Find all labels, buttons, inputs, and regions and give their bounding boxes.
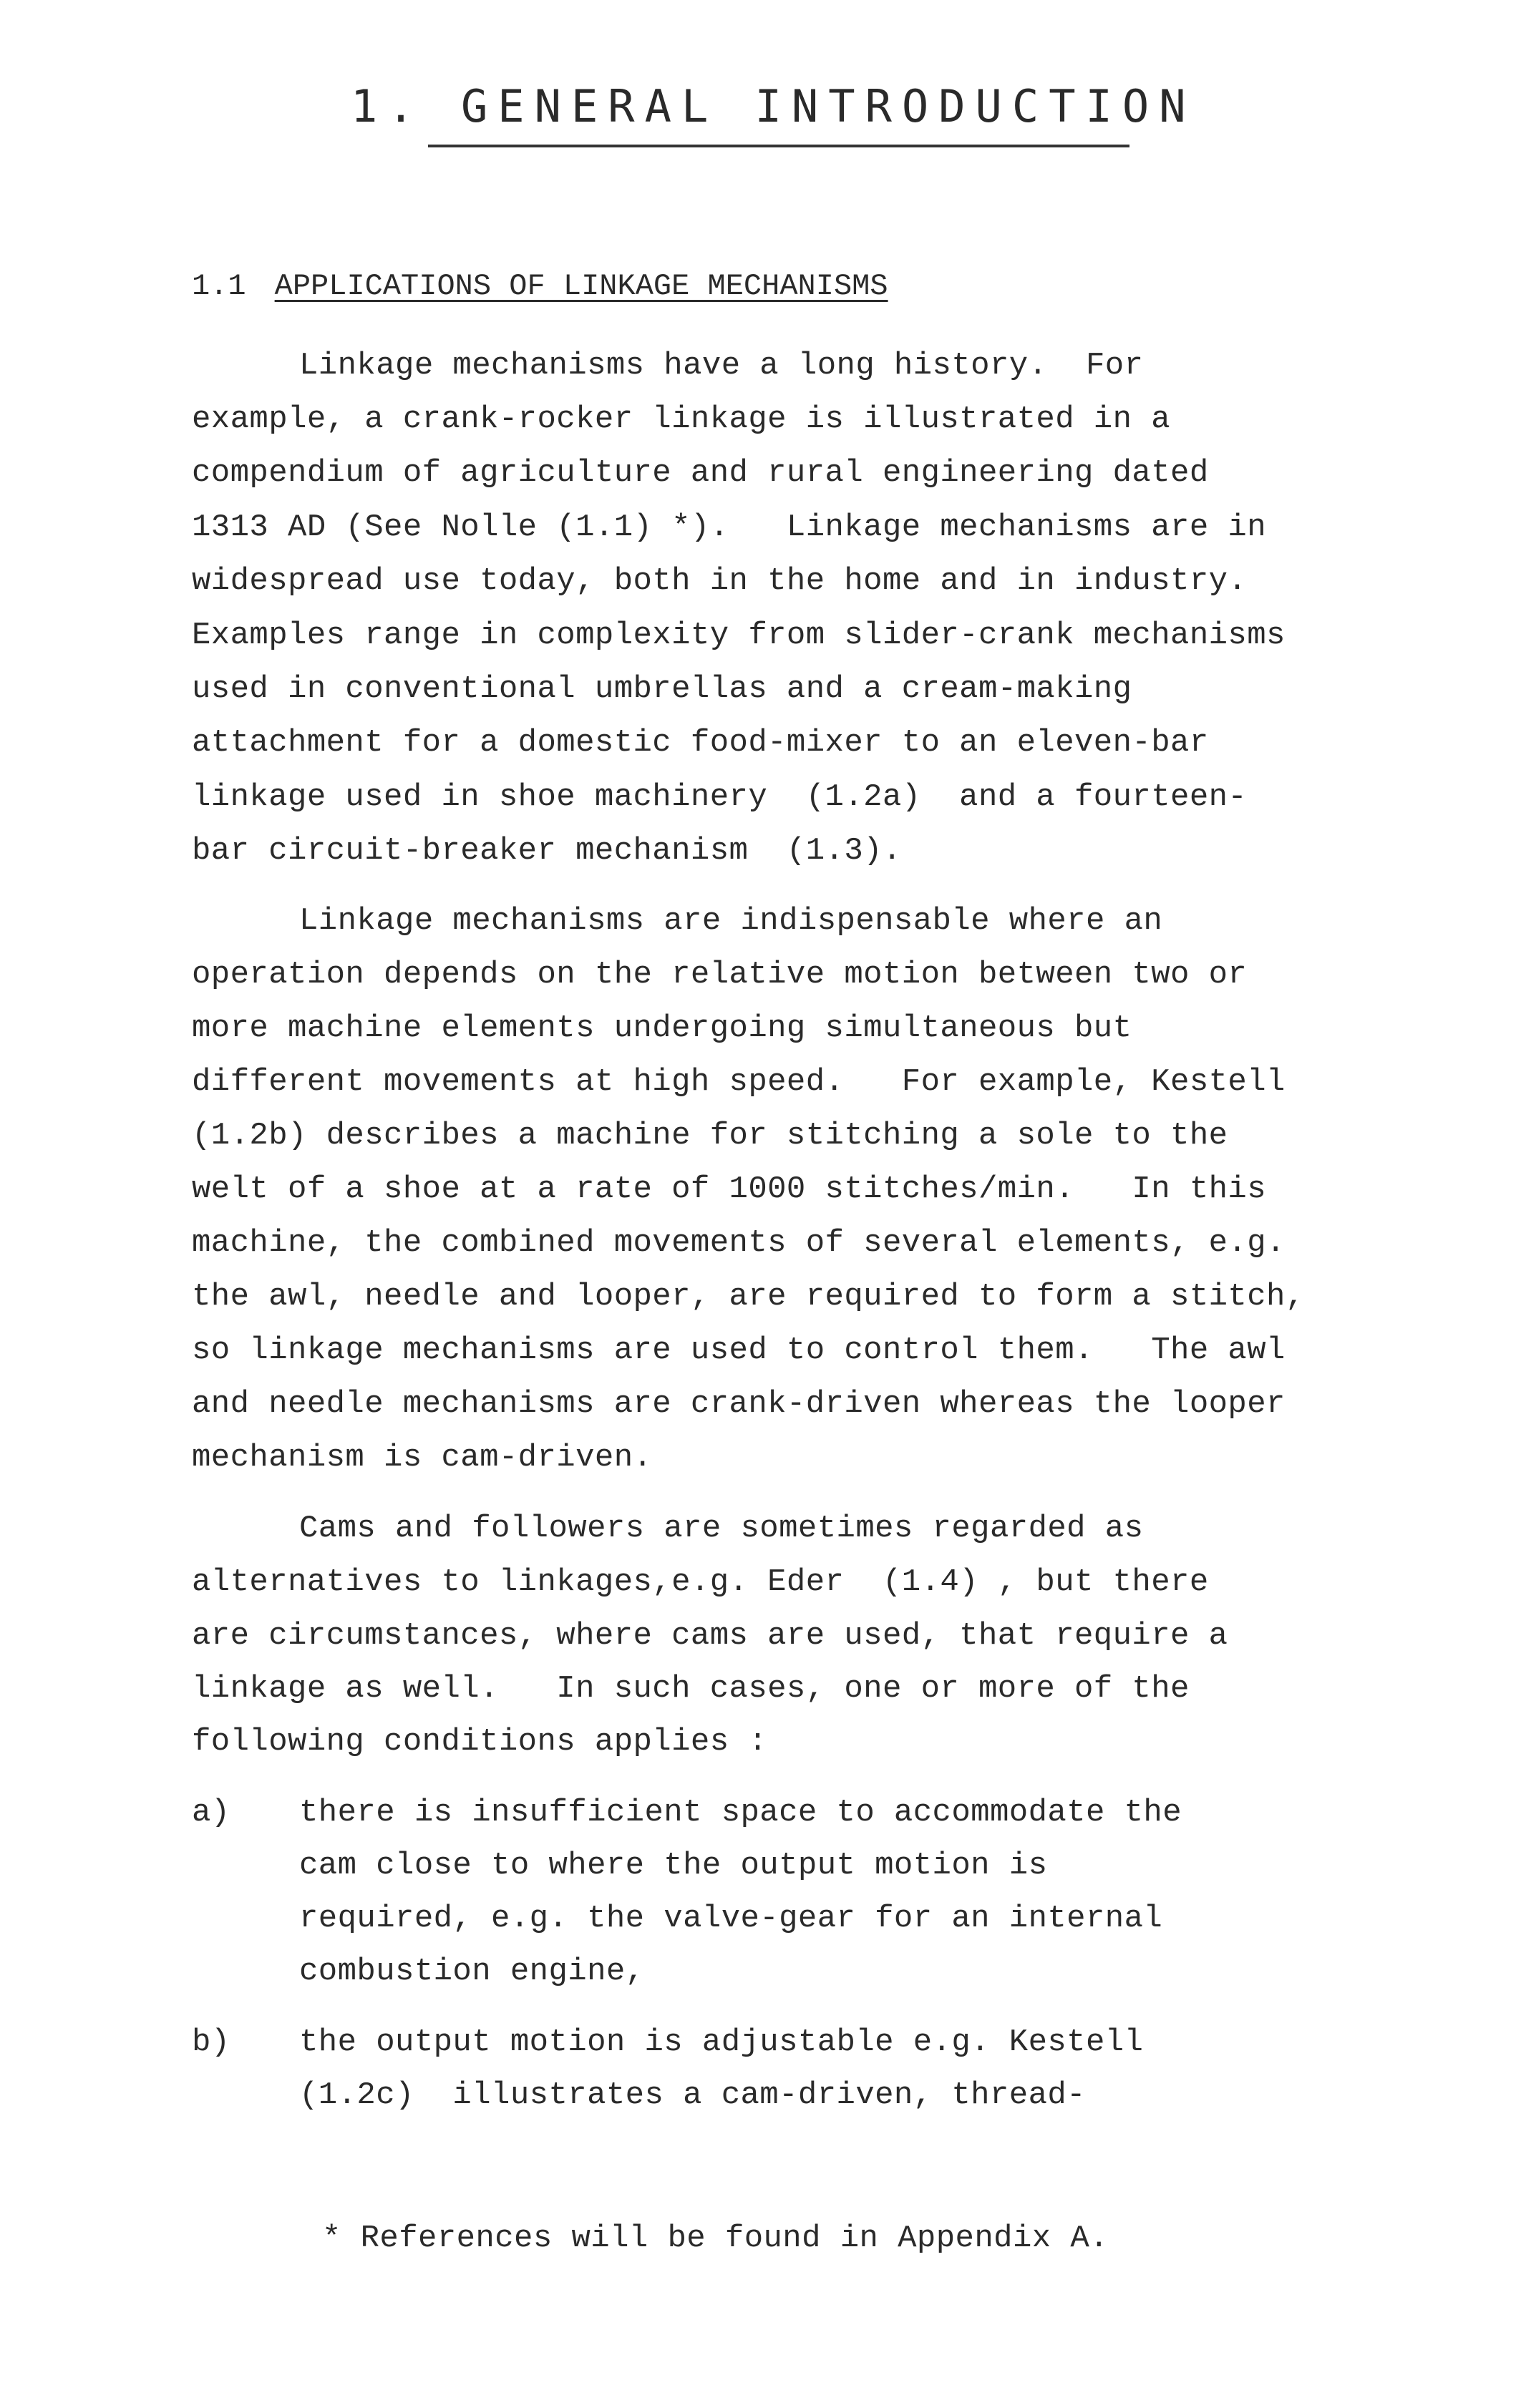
list-item-line: there is insufficient space to accommodate the [299, 1795, 1182, 1831]
footnote: * References will be found in Appendix A. [322, 2221, 1109, 2256]
paragraph-line: linkage used in shoe machinery (1.2a) and a fourteen- [192, 779, 1248, 815]
paragraph-line: more machine elements undergoing simultaneous but [192, 1010, 1132, 1046]
paragraph-line: and needle mechanisms are crank-driven whereas the looper [192, 1386, 1286, 1422]
paragraph-line: Cams and followers are sometimes regarded as [299, 1511, 1144, 1546]
paragraph-line: following conditions applies : [192, 1724, 768, 1760]
paragraph-line: are circumstances, where cams are used, that require a [192, 1618, 1228, 1654]
paragraph-line: 1313 AD (See Nolle (1.1) *). Linkage mechanisms are in [192, 510, 1267, 545]
section-title: APPLICATIONS OF LINKAGE MECHANISMS [274, 269, 888, 303]
paragraph-line: the awl, needle and looper, are required to form a stitch, [192, 1279, 1305, 1315]
list-marker: a) [192, 1795, 230, 1831]
page-title: 1. GENERAL INTRODUCTION [351, 80, 1196, 132]
paragraph-line: used in conventional umbrellas and a cream-making [192, 671, 1132, 707]
list-marker: b) [192, 2024, 230, 2060]
title-underline [428, 145, 1129, 147]
section-number: 1.1 [192, 269, 246, 303]
paragraph-line: example, a crank-rocker linkage is illustrated in a [192, 401, 1171, 437]
paragraph-line: (1.2b) describes a machine for stitching a sole to the [192, 1118, 1228, 1154]
list-item-line: cam close to where the output motion is [299, 1848, 1048, 1883]
section-heading [192, 269, 888, 303]
list-item-line: required, e.g. the valve-gear for an internal [299, 1901, 1163, 1936]
paragraph-line: compendium of agriculture and rural engineering dated [192, 455, 1209, 491]
paragraph-line: Examples range in complexity from slider-crank mechanisms [192, 618, 1286, 653]
paragraph-line: attachment for a domestic food-mixer to an eleven-bar [192, 725, 1209, 761]
paragraph-line: alternatives to linkages,e.g. Eder (1.4) , but there [192, 1564, 1209, 1600]
paragraph-line: mechanism is cam-driven. [192, 1440, 653, 1476]
paragraph-line: Linkage mechanisms have a long history. For [299, 348, 1144, 384]
paragraph-line: bar circuit-breaker mechanism (1.3). [192, 833, 902, 869]
paragraph-line: Linkage mechanisms are indispensable where an [299, 903, 1163, 939]
list-item-line: (1.2c) illustrates a cam-driven, thread- [299, 2077, 1086, 2113]
list-item-line: combustion engine, [299, 1954, 645, 1989]
paragraph-line: linkage as well. In such cases, one or more of the [192, 1671, 1190, 1707]
list-item-line: the output motion is adjustable e.g. Kestell [299, 2024, 1144, 2060]
paragraph-line: operation depends on the relative motion between two or [192, 957, 1248, 993]
paragraph-line: different movements at high speed. For example, Kestell [192, 1064, 1286, 1100]
paragraph-line: so linkage mechanisms are used to control them. The awl [192, 1332, 1286, 1368]
paragraph-line: widespread use today, both in the home and in industry. [192, 563, 1248, 599]
paragraph-line: welt of a shoe at a rate of 1000 stitches/min. In this [192, 1171, 1267, 1207]
paragraph-line: machine, the combined movements of several elements, e.g. [192, 1225, 1286, 1261]
